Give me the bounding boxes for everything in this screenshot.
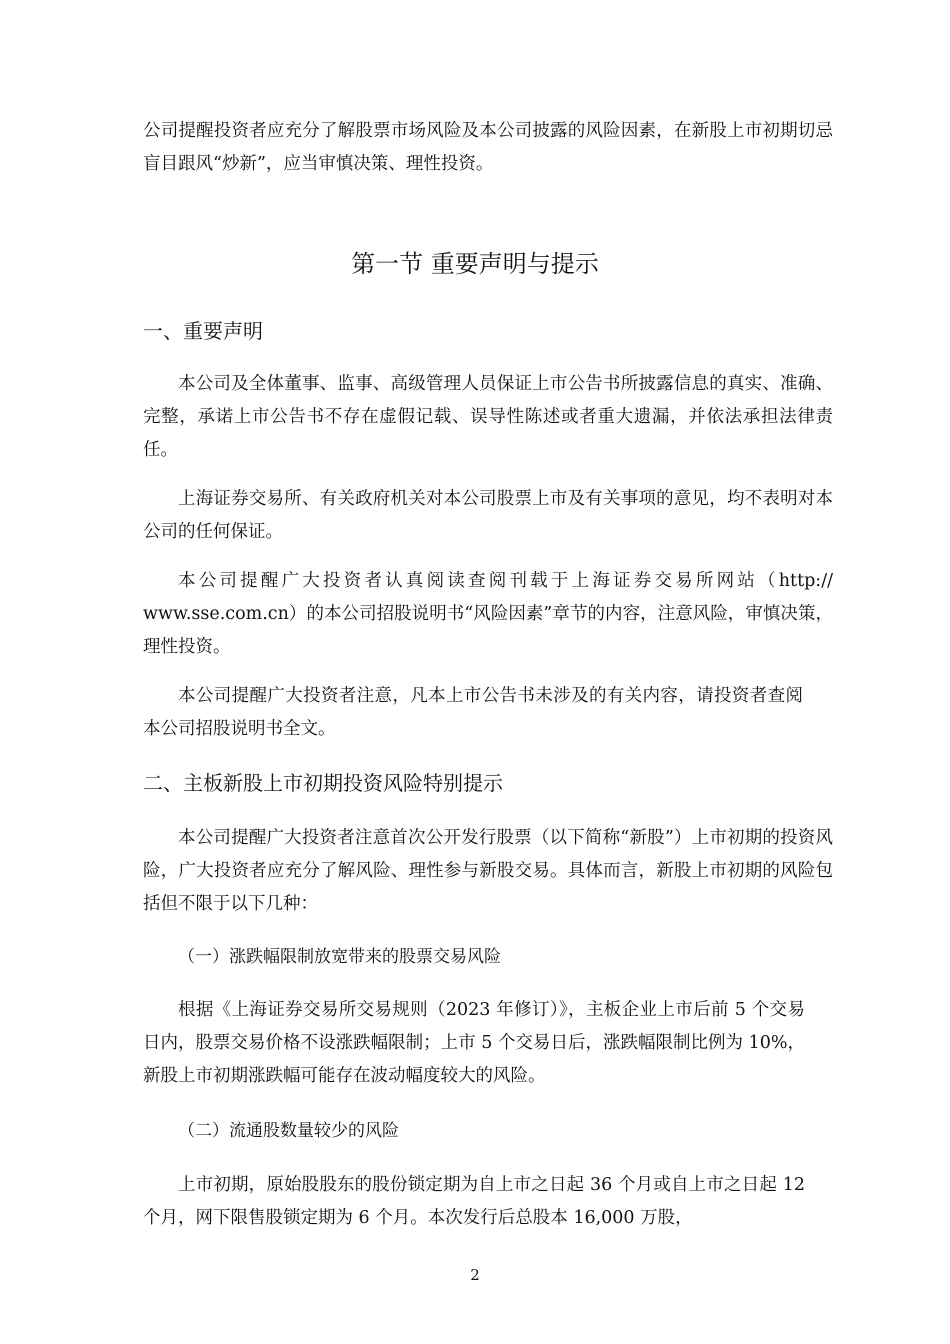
intro-paragraph: 公司提醒投资者应充分了解股票市场风险及本公司披露的风险因素，在新股上市初期切忌盲目跟风“炒新”，应当审慎决策、理性投资。 — [143, 121, 833, 174]
heading-important-statement: 一、重要声明 — [143, 319, 263, 343]
statement-paragraph-4: 本公司提醒广大投资者注意，凡本上市公告书未涉及的有关内容，请投资者查阅本公司招股说明书全文。 — [143, 686, 803, 739]
statement-paragraph-1: 本公司及全体董事、监事、高级管理人员保证上市公告书所披露信息的真实、准确、完整，承诺上市公告书不存在虚假记载、误导性陈述或者重大遗漏，并依法承担法律责任。 — [143, 374, 833, 460]
float-shares-risk-paragraph: 上市初期，原始股股东的股份锁定期为自上市之日起 36 个月或自上市之日起 12 个月，网下限售股锁定期为 6 个月。本次发行后总股本 16,000 万股， — [143, 1175, 805, 1228]
page-number: 2 — [470, 1266, 480, 1284]
heading-float-shares-risk: （二）流通股数量较少的风险 — [178, 1121, 399, 1141]
statement-paragraph-3: 本公司提醒广大投资者认真阅读查阅刊载于上海证券交易所网站（http:// www.sse.com.cn）的本公司招股说明书“风险因素”章节的内容，注意风险，审慎决策，理性投资。 — [143, 571, 833, 657]
section-title: 第一节 重要声明与提示 — [351, 250, 599, 278]
statement-paragraph-2: 上海证券交易所、有关政府机关对本公司股票上市及有关事项的意见，均不表明对本公司的任何保证。 — [143, 489, 833, 542]
heading-risk-notice: 二、主板新股上市初期投资风险特别提示 — [143, 771, 503, 795]
price-limit-risk-paragraph: 根据《上海证券交易所交易规则（2023 年修订）》，主板企业上市后前 5 个交易日内，股票交易价格不设涨跌幅限制；上市 5 个交易日后，涨跌幅限制比例为 10%，新股上市初期涨跌幅可能存在波动幅度较大的风险。 — [143, 1000, 805, 1086]
heading-price-limit-risk: （一）涨跌幅限制放宽带来的股票交易风险 — [178, 947, 501, 967]
risk-intro-paragraph: 本公司提醒广大投资者注意首次公开发行股票（以下简称“新股”）上市初期的投资风险，广大投资者应充分了解风险、理性参与新股交易。具体而言，新股上市初期的风险包括但不限于以下几种： — [143, 828, 833, 914]
